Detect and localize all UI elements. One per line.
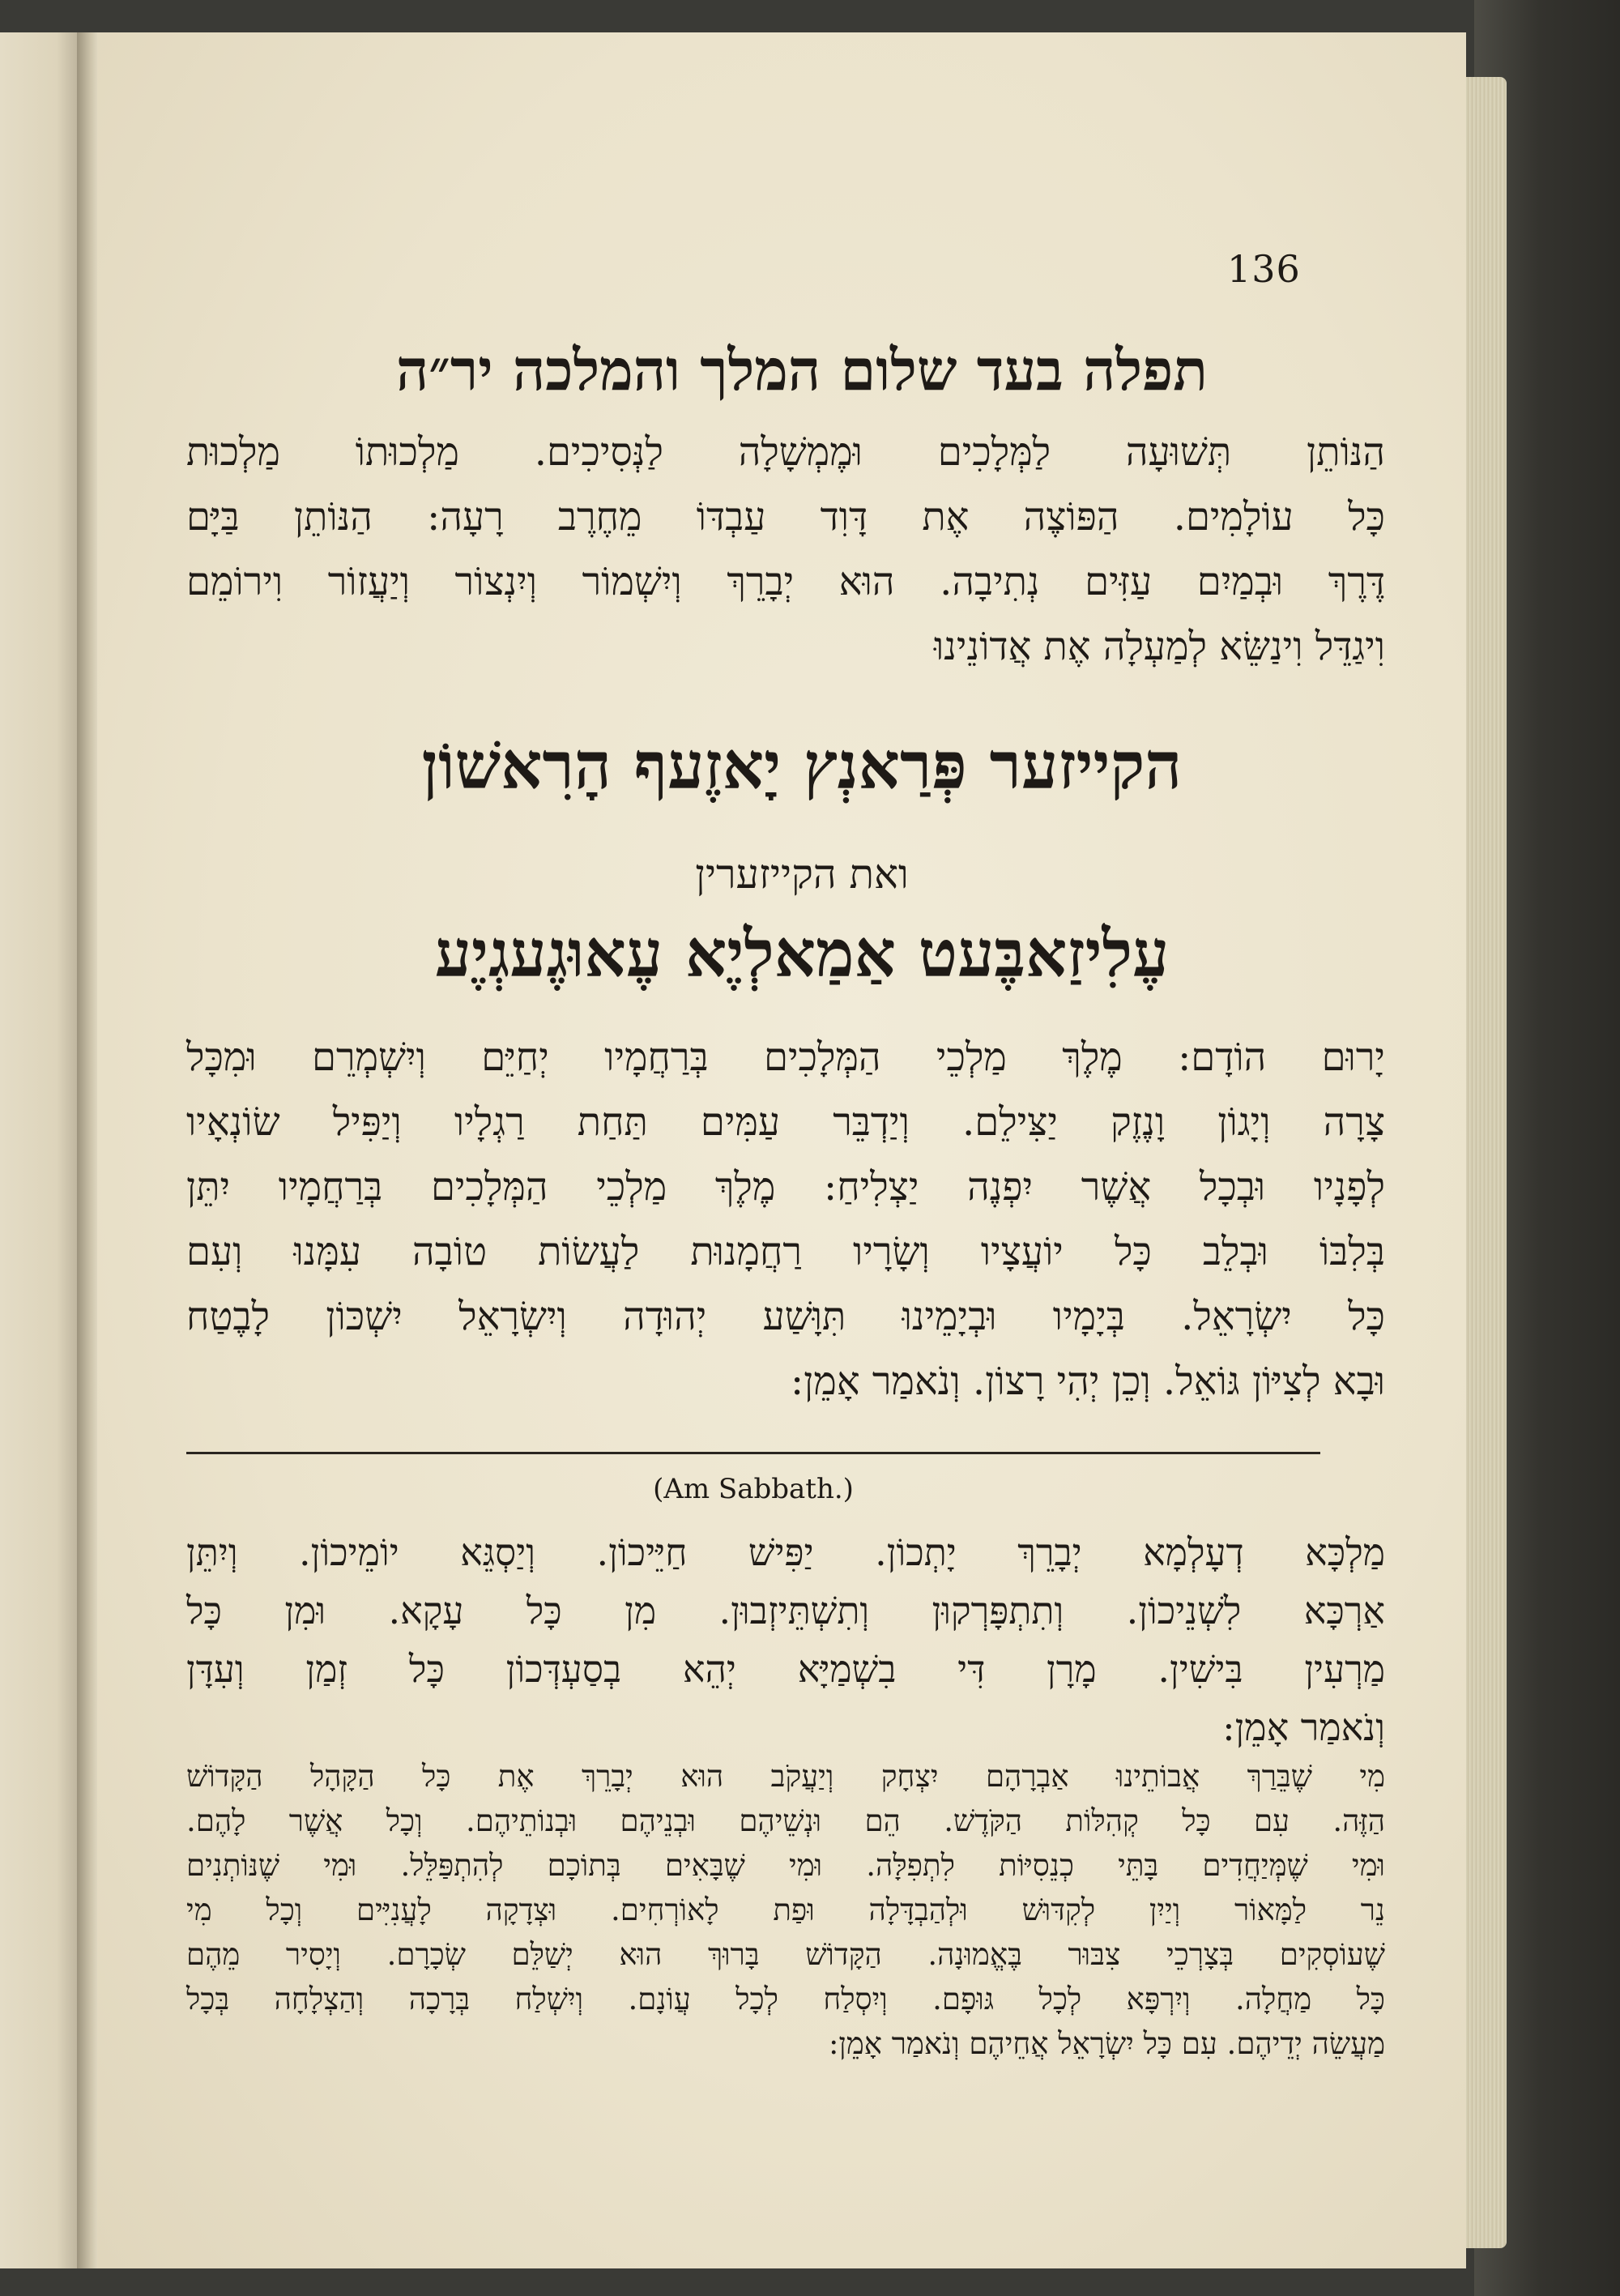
empress-name: עֶלִיזַאבֶּעט אַמַאלְיֶא עֶאוּגֶעגְיֶע xyxy=(434,915,1170,992)
mi-sheberach-paragraph xyxy=(186,1754,1385,2066)
prayer-intro-paragraph xyxy=(186,420,1385,679)
sabbath-prayer-paragraph xyxy=(186,1523,1385,1756)
text-line: הַנּוֹתֵן תְּשׁוּעָה לַמְּלָכִים וּמֶמְשָׁלָה לַנְּסִיכִים. מַלְכוּתוֹ מַלְכוּת xyxy=(186,429,1385,475)
text-line: מַלְכָּא דְעָלְמָא יְבָרֵךְ יָתְכוֹן. יַפִּישׁ חַיֵּיכוֹן. וְיַסְגֵּא יוֹמֵיכוֹן. וְיִתֵּן xyxy=(186,1530,1385,1574)
text-line: דֶּרֶךְ וּבְמַיִם עַזִּים נְתִיבָה. הוּא יְבָרֵךְ וְיִשְׁמוֹר וְיִנְצוֹר וְיַעֲזוֹר וִירוֹמֵם xyxy=(186,559,1385,604)
left-page xyxy=(0,32,81,2268)
text-line: שֶׁעוֹסְקִים בְּצָרְכֵי צִבּוּר בֶּאֱמוּנָה. הַקָּדוֹשׁ בָּרוּךְ הוּא יְשַׁלֵּם שְׂכָרָם. וְיָסִיר מֵהֶם xyxy=(186,1937,1385,1972)
text-line: מַרְעִין בִּישִׁין. מָרָן דִּי בִשְׁמַיָּא יְהֵא בְסַעְדְּכוֹן כָּל זְמַן וְעִדָּן xyxy=(186,1647,1385,1691)
book-page xyxy=(97,32,1466,2268)
text-line: כָּל יִשְׂרָאֵל. בְּיָמָיו וּבְיָמֵינוּ תִּוָּשַׁע יְהוּדָה וְיִשְׂרָאֵל יִשְׁכּוֹן לָבֶטַח xyxy=(186,1294,1385,1339)
text-line: אַרְכָּא לִשְׁנֵיכוֹן. וְתִתְפָּרְקוּן וְתִשְׁתֵּיזְבוּן. מִן כָּל עָקָא. וּמִן כָּל xyxy=(186,1589,1385,1632)
text-line: נֵר לַמָּאוֹר וְיַיִן לְקִדּוּשׁ וּלְהַבְדָּלָה וּפַת לָאוֹרְחִים. וּצְדָקָה לָעֲנִיִּים וְכָל מִי xyxy=(186,1893,1385,1927)
section-divider xyxy=(186,1452,1320,1454)
text-line: יָרוּם הוֹדָם: מֶלֶךְ מַלְכֵי הַמְּלָכִים בְּרַחֲמָיו יְחַיֵּם וְיִשְׁמְרֵם וּמִכָּל xyxy=(186,1035,1385,1080)
page-number: 136 xyxy=(1227,247,1301,291)
prayer-title: תפלה בעד שלום המלך והמלכה יר״ה xyxy=(396,336,1208,403)
text-line: הַזֶּה. עִם כָּל קְהִלּוֹת הַקֹּדֶשׁ. הֵם וּנְשֵׁיהֶם וּבְנֵיהֶם וּבְנוֹתֵיהֶם. וְכָל אֲשֶׁר לָהֶם. xyxy=(186,1803,1385,1838)
text-line: צָרָה וְיָגוֹן וָנֶזֶק יַצִּילֵם. וְיַדְבֵּר עַמִּים תַּחַת רַגְלָיו וְיַפִּיל שׂוֹנְאָיו xyxy=(186,1099,1385,1145)
text-line: מִי שֶׁבֵּרַךְ אֲבוֹתֵינוּ אַבְרָהָם יִצְחָק וְיַעֲקֹב הוּא יְבָרֵךְ אֶת כָּל הַקָּהָל הַקָּדוֹשׁ xyxy=(186,1759,1385,1794)
prayer-main-paragraph xyxy=(186,1025,1385,1414)
and-empress-line: ואת הקייזערין xyxy=(695,851,909,898)
text-line: וְנֹאמַר אָמֵן: xyxy=(1222,1705,1385,1749)
text-line: וּמִי שֶׁמְּיַחֲדִים בָּתֵּי כְנֵסִיּוֹת לִתְפִלָּה. וּמִי שֶׁבָּאִים בְּתוֹכָם לְהִתְפַּלֵּל. וּמִי שֶׁנּוֹתְנִים xyxy=(186,1848,1385,1883)
text-line: וִיגַדֵּל וִינַשֵּׂא לְמַעְלָה אֶת אֲדוֹנֵינוּ xyxy=(933,624,1385,669)
text-line: כָּל מַחֲלָה. וְיִרְפָּא לְכָל גּוּפָם. וְיִסְלַח לְכָל עֲוֹנָם. וְיִשְׁלַח בְּרָכָה וְהַצְלָחָה בְּכָל xyxy=(186,1982,1385,2016)
text-line: בְּלִבּוֹ וּבְלֵב כָּל יוֹעֲצָיו וְשָׂרָיו רַחֲמָנוּת לַעֲשׂוֹת טוֹבָה עִמָּנוּ וְעִם xyxy=(186,1229,1385,1274)
text-line: לְפָנָיו וּבְכָל אֲשֶׁר יִפְנֶה יַצְלִיחַ: מֶלֶךְ מַלְכֵי הַמְּלָכִים בְּרַחֲמָיו יִתֵּן xyxy=(186,1164,1385,1210)
text-line: כָּל עוֹלָמִים. הַפּוֹצֶה אֶת דָּוִד עַבְדּוֹ מֵחֶרֶב רָעָה: הַנּוֹתֵן בַּיָּם xyxy=(186,494,1385,540)
text-line: מַעֲשֵׂה יְדֵיהֶם. עִם כָּל יִשְׂרָאֵל אֲחֵיהֶם וְנֹאמַר אָמֵן: xyxy=(828,2026,1385,2061)
text-line: וּבָא לְצִיּוֹן גּוֹאֵל. וְכֵן יְהִי רָצוֹן. וְנֹאמַר אָמֵן: xyxy=(790,1359,1385,1404)
sabbath-label: (Am Sabbath.) xyxy=(653,1473,854,1505)
emperor-name: הקייזער פְּרַאנְץ יָאזֶעף הָרִאשׁוֹן xyxy=(421,728,1183,804)
